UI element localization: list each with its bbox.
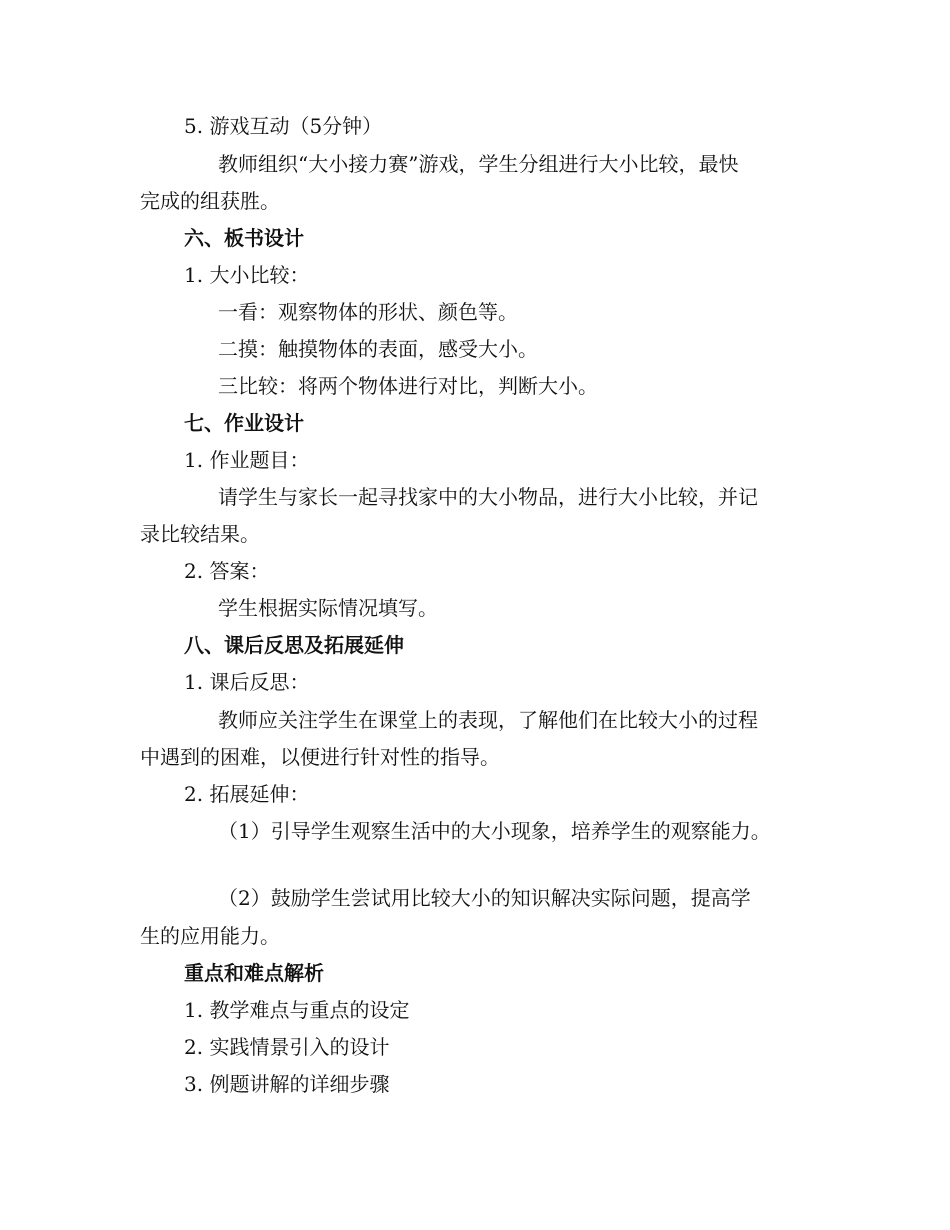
key-point-item-3: 3. 例题讲解的详细步骤 [184,1072,390,1096]
paragraph-reflection-line-1: 教师应关注学生在课堂上的表现，了解他们在比较大小的过程 [218,708,758,732]
key-point-item-2: 2. 实践情景引入的设计 [184,1035,390,1059]
list-item-homework-topic: 1. 作业题目： [184,448,310,472]
list-item-extension: 2. 拓展延伸： [184,782,310,806]
paragraph-homework-line-1: 请学生与家长一起寻找家中的大小物品，进行大小比较，并记 [218,485,758,509]
paragraph-homework-line-2: 录比较结果。 [140,522,260,546]
list-item-answer: 2. 答案： [184,559,270,583]
paragraph-reflection-line-2: 中遇到的困难，以便进行针对性的指导。 [140,745,500,769]
section-heading-key-points: 重点和难点解析 [184,961,324,985]
list-item-game-interaction: 5. 游戏互动（5分钟） [184,114,383,138]
board-step-compare: 三比较：将两个物体进行对比，判断大小。 [218,374,598,398]
extension-item-1: （1）引导学生观察生活中的大小现象，培养学生的观察能力。 [218,819,771,843]
section-heading-board-design: 六、板书设计 [184,226,304,250]
key-point-item-1: 1. 教学难点与重点的设定 [184,998,410,1022]
section-heading-homework: 七、作业设计 [184,411,304,435]
paragraph-answer: 学生根据实际情况填写。 [218,596,438,620]
list-item-size-comparison: 1. 大小比较： [184,263,310,287]
paragraph-game-line-2: 完成的组获胜。 [140,189,280,213]
section-heading-reflection: 八、课后反思及拓展延伸 [184,633,404,657]
extension-item-2-line-1: （2）鼓励学生尝试用比较大小的知识解决实际问题，提高学 [218,886,751,910]
board-step-touch: 二摸：触摸物体的表面，感受大小。 [218,337,538,361]
paragraph-game-line-1: 教师组织“大小接力赛”游戏，学生分组进行大小比较，最快 [218,152,739,176]
board-step-look: 一看：观察物体的形状、颜色等。 [218,300,518,324]
extension-item-2-line-2: 生的应用能力。 [140,924,280,948]
list-item-reflection: 1. 课后反思： [184,670,310,694]
